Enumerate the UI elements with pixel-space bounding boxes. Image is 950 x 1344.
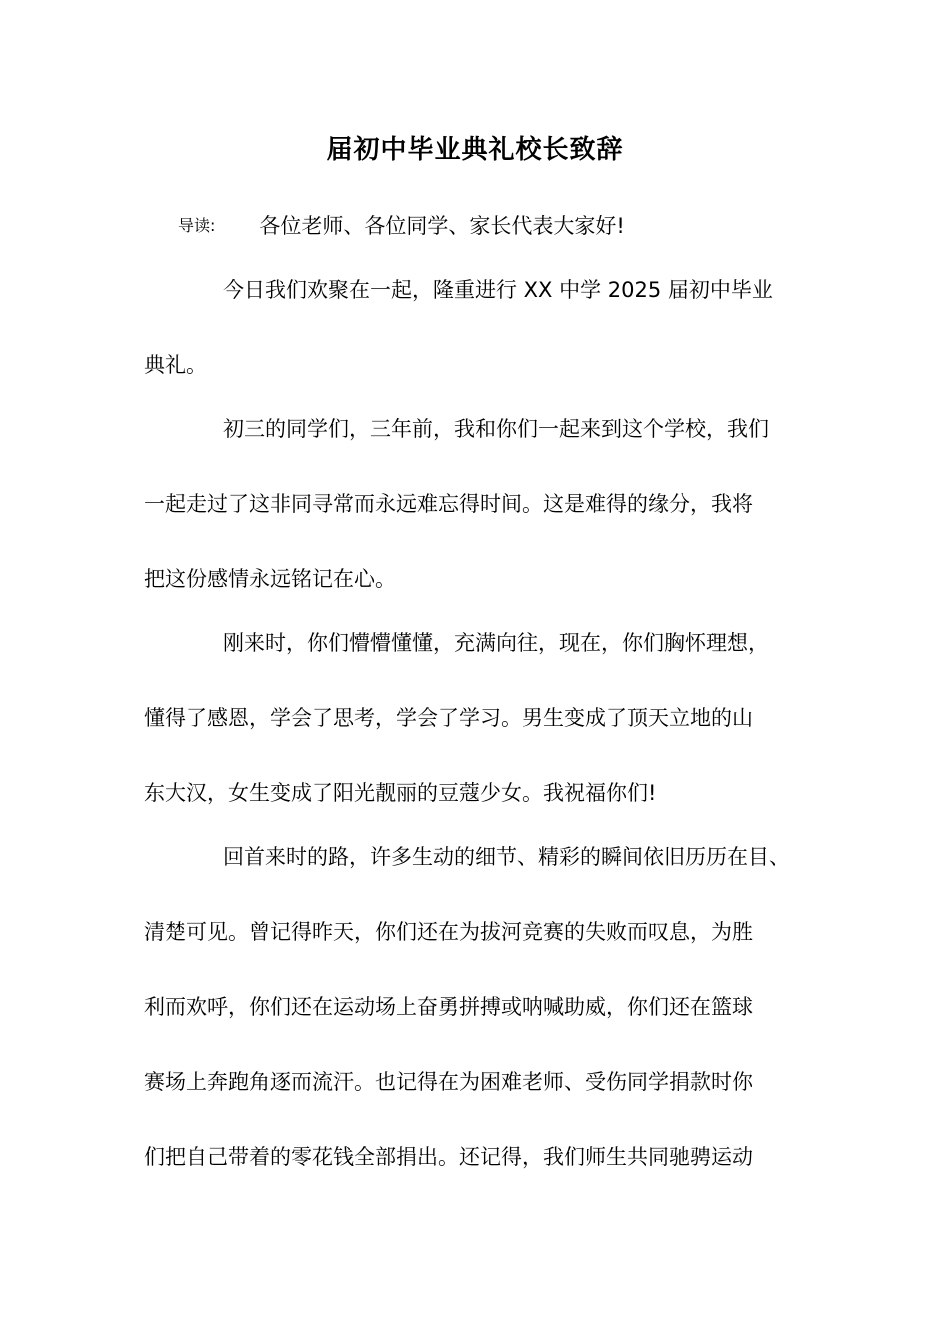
paragraph-line: 利而欢呼，你们还在运动场上奋勇拼搏或呐喊助威，你们还在篮球 bbox=[144, 995, 753, 1019]
intro-label: 导读: bbox=[178, 216, 216, 235]
paragraph-line: 刚来时，你们懵懵懂懂，充满向往，现在，你们胸怀理想， bbox=[223, 631, 769, 655]
paragraph-line: 赛场上奔跑角逐而流汗。也记得在为困难老师、受伤同学捐款时你 bbox=[144, 1070, 753, 1094]
paragraph-line: 今日我们欢聚在一起，隆重进行 XX 中学 2025 届初中毕业 bbox=[223, 278, 773, 302]
paragraph-line: 把这份感情永远铭记在心。 bbox=[144, 567, 396, 591]
paragraph-line: 懂得了感恩，学会了思考，学会了学习。男生变成了顶天立地的山 bbox=[144, 706, 753, 730]
intro-line bbox=[178, 206, 625, 246]
document-title: 届初中毕业典礼校长致辞 bbox=[326, 135, 624, 165]
paragraph-line: 初三的同学们，三年前，我和你们一起来到这个学校，我们 bbox=[223, 417, 769, 441]
paragraph-line: 一起走过了这非同寻常而永远难忘得时间。这是难得的缘分，我将 bbox=[144, 492, 753, 516]
paragraph-line: 东大汉，女生变成了阳光靓丽的豆蔻少女。我祝福你们! bbox=[144, 781, 657, 805]
paragraph-line: 回首来时的路，许多生动的细节、精彩的瞬间依旧历历在目、 bbox=[223, 845, 790, 869]
paragraph-line: 清楚可见。曾记得昨天，你们还在为拔河竞赛的失败而叹息，为胜 bbox=[144, 920, 753, 944]
salutation-text: 各位老师、各位同学、家长代表大家好! bbox=[259, 214, 625, 238]
paragraph-line: 们把自己带着的零花钱全部捐出。还记得，我们师生共同驰骋运动 bbox=[144, 1145, 753, 1169]
paragraph-line: 典礼。 bbox=[144, 353, 207, 377]
